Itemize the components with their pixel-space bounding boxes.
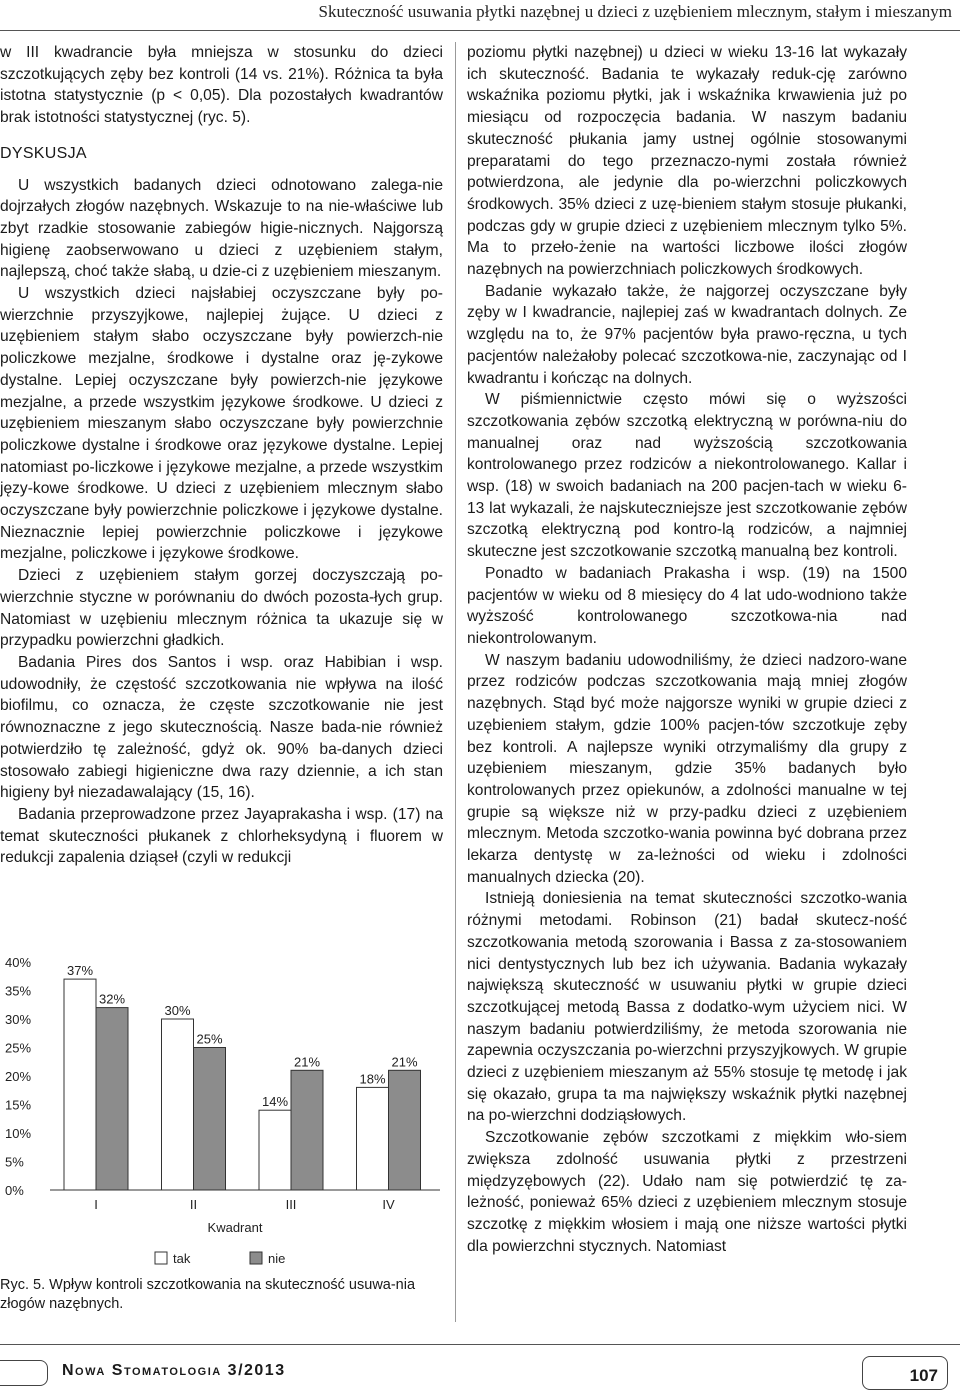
- right-paragraph-3: W piśmiennictwie często mówi się o wyższości szczotkowania zębów szczotką elektryczną w porówna-niu do manualnej oraz nad wyższością szczotkowania kontrolowanego przez rodziców a niekontrolowanego. Kallar i wsp. (18) w swoich badaniach na 200 pacjen-tach w wieku 6-13 lat wykazali, że najskuteczniejsze jest szczotkowanie zębów szczotką elektryczną pod kontro-lą rodziców, a najmniej skuteczne jest szczotkowanie szczotką manualną bez kontroli.: [467, 391, 907, 561]
- bar-tak-III: [259, 1110, 291, 1190]
- bar-chart: [0, 946, 443, 1266]
- right-paragraph-7: Szczotkowanie zębów szczotkami z miękkim wło-siem zwiększa zdolność usuwania płytki z przestrzeni międzyzębowych (22). Udało nam się potwierdzić tę za-leżność, ponieważ 65% dzieci z uzębieniem mlecznym stosuje szczotkę z miękkim włosiem i mają one niższe wartości płytki dla powierzchni stycznych. Natomiast: [467, 1129, 907, 1255]
- y-tick-label: 25%: [5, 1040, 32, 1056]
- data-label: 18%: [359, 1071, 386, 1087]
- x-axis-label: Kwadrant: [207, 1220, 263, 1235]
- y-tick-label: 40%: [5, 955, 32, 970]
- x-tick-label: II: [189, 1197, 198, 1212]
- figure-caption: Ryc. 5. Wpływ kontroli szczotkowania na skuteczność usuwa-nia złogów nazębnych.: [0, 1277, 416, 1312]
- right-paragraph-2: Badanie wykazało także, że najgorzej oczyszczane były zęby w I kwadrancie, najlepiej zaś w kwadrantach dolnych. Ze względu na to, że 97% pacjentów była prawo-ręczna, u tych pacjentów należałoby polecać szczotkowa-nie, zaczynając od I kwadrantu i kończąc na dolnych.: [467, 282, 907, 387]
- left-paragraph-3: U wszystkich dzieci najsłabiej oczyszczane były po-wierzchnie przyszyjkowe, najlepiej żujące. U dzieci z uzębieniem stałym słabo oczyszczane były powierzch-nie policzkowe mezjalne, środkowe i dystalne oraz ję-zykowe dystalne. Lepiej oczyszczane były powierzch-nie językowe mezjalne, a przede wszystkim językowe środkowe. U dzieci z uzębieniem mieszanym słabo oczyszczane były powierzchnie policzkowe dystalne i środkowe oraz językowe dystalne. Lepiej natomiast po-liczkowe i językowe mezjalne, a przede wszystkim języ-kowe środkowe. U dzieci z uzębieniem mlecznym słabo oczyszczane były powierzchnie policzkowe i językowe dystalne. Nieznacznie lepiej powierzchnie policzkowe i językowe mezjalne, policzkowe i językowe środkowe.: [0, 285, 443, 563]
- left-paragraph-6: Badania przeprowadzone przez Jayaprakasha i wsp. (17) na temat skuteczności płukanek z chlorheksydyną i fluorem w redukcji zapalenia dziąseł (czyli w redukcji: [0, 805, 443, 867]
- bar-tak-II: [162, 1019, 194, 1190]
- figure-5: [0, 946, 443, 1266]
- header-rule: [0, 30, 960, 31]
- left-paragraph-5: Badania Pires dos Santos i wsp. oraz Habibian i wsp. udowodniły, że częstość szczotkowania nie wpływa na ilość biofilmu, co oznacza, że częste szczotkowanie nie jest równoznaczne z jego skutecznością. Nasze bada-nie również potwierdziło tę zależność, gdyż ok. 90% ba-danych dzieci stosowało zabiegi higieniczne dwa razy dziennie, a ich stan higieny był niezadawalający (15, 16).: [0, 653, 443, 802]
- page-number: 107: [909, 1366, 938, 1385]
- left-column: [0, 42, 443, 869]
- data-label: 21%: [293, 1054, 321, 1070]
- bar-nie-III: [291, 1070, 323, 1190]
- legend-label: tak: [173, 1251, 191, 1266]
- left-paragraph-1: w III kwadrancie była mniejsza w stosunku do dzieci szczotkujących zęby bez kontroli (14 vs. 21%). Różnica ta była istotna statystycznie (p < 0,05). Dla pozostałych kwadrantów brak istotności statystycznej (ryc. 5).: [0, 44, 443, 127]
- left-paragraph-4: Dzieci z uzębieniem stałym gorzej doczyszczają po-wierzchnie styczne w porównaniu do dwóch pozosta-łych grup. Natomiast w uzębieniu mlecznym różnica ta ukazuje się w przypadku powierzchni gładkich.: [0, 567, 443, 650]
- x-tick-label: III: [285, 1197, 297, 1212]
- section-heading: DYSKUSJA: [0, 144, 87, 162]
- bar-nie-II: [194, 1048, 226, 1191]
- data-label: 25%: [196, 1031, 223, 1047]
- right-paragraph-6: Istnieją doniesienia na temat skuteczności szczotko-wania różnymi metodami. Robinson (21) badał skutecz-ność szczotkowania metodą szorowania i Bassa z za-stosowaniem nici dentystycznych lub bez ich używania. Badania wykazały największą skuteczność w usuwaniu płytki w grupie dzieci szczotkującej metodą Bassa z dodatko-wym użyciem nici. W naszym badaniu potwierdziliśmy, że metoda szorowania nie zapewnia oczyszczania po-wierzchni przyszyjkowych. W grupie dzieci z uzębieniem mieszanym aż 55% stosuje tę metodę i jak się okazało, grupa ta ma największy wskaźnik płytki nazębnej na po-wierzchni dodziąsłowych.: [467, 890, 907, 1125]
- right-paragraph-4: Ponadto w badaniach Prakasha i wsp. (19) na 1500 pacjentów w wieku od 8 miesięcy do 4 lat udo-wodniono także wyższość kontrolowanego szczotkowa-nia nad niekontrolowanym.: [467, 564, 907, 647]
- left-paragraph-2: U wszystkich badanych dzieci odnotowano zalega-nie dojrzałych złogów nazębnych. Wskazuje to na nie-właściwe lub zbyt rzadkie stosowanie zabiegów higie-nicznych. Najgorszą higienę zaobserwowano u dzieci z uzębieniem stałym, najlepszą, choć także słabą, u dzie-ci z uzębieniem mieszanym.: [0, 176, 443, 281]
- y-tick-label: 15%: [5, 1097, 32, 1113]
- bar-tak-I: [64, 979, 96, 1190]
- right-paragraph-1: poziomu płytki nazębnej) u dzieci w wieku 13-16 lat wykazały ich skuteczność. Badania te wykazały reduk-cję zarówno wskaźnika poziomu płytki, jak i wskaźnika krwawienia już po miesiącu od rozpoczęcia badania. W naszym badaniu skuteczność płukania jamy ustnej ogólnie stosowanymi preparatami do tego przeznaczo-nymi została również potwierdzona, ale jedynie dla po-wierzchni policzkowych środkowych. 35% dzieci z uzę-bieniem stałym stosuje płukanki, podczas gdy w grupie dzieci z uzębieniem mlecznym tylko 5%. Ma to przeło-żenie na wartości liczbowe ilości złogów nazębnych na powierzchniach policzkowych środkowych.: [467, 44, 907, 279]
- bar-nie-IV: [389, 1070, 421, 1190]
- right-column: [467, 42, 907, 1257]
- running-title: Skuteczność usuwania płytki nazębnej u dzieci z uzębieniem mlecznym, stałym i mieszanym: [318, 2, 952, 21]
- data-label: 21%: [391, 1054, 418, 1070]
- data-label: 32%: [98, 991, 126, 1007]
- y-tick-label: 20%: [5, 1069, 32, 1084]
- right-paragraph-5: W naszym badaniu udowodniliśmy, że dzieci nadzoro-wane przez rodziców podczas szczotkowania mają mniej złogów nazębnych. Stąd być może najgorsze wyniki w grupie dzieci z uzębieniem stałym, gdzie 100% pacjen-tów szczotkuje zęby bez kontroli. A najlepsze wyniki otrzymaliśmy dla grupy z uzębieniem mieszanym, gdzie 35% badanych było kontrolowanych przez opiekunów, a zdolności manualne w tej grupie są większe niż w przy-padku dzieci z uzębieniem mlecznym. Metoda szczotko-wania powinna być dobrana przez lekarza dentystę w za-leżności od wieku i zdolności manualnych dziecka (20).: [467, 651, 907, 886]
- footer-rule: [0, 1344, 960, 1345]
- y-tick-label: 10%: [5, 1126, 32, 1141]
- column-divider: [455, 42, 456, 1322]
- y-tick-label: 35%: [5, 983, 32, 999]
- legend-swatch-tak: [155, 1252, 167, 1264]
- data-label: 14%: [261, 1094, 289, 1110]
- x-tick-label: IV: [382, 1197, 395, 1212]
- journal-name: Nowa Stomatologia 3/2013: [62, 1362, 286, 1379]
- footer-corner-box: [0, 1360, 48, 1386]
- bar-nie-I: [96, 1008, 128, 1190]
- data-label: 37%: [66, 963, 94, 979]
- y-tick-label: 0%: [5, 1183, 24, 1198]
- y-tick-label: 30%: [5, 1012, 32, 1027]
- legend-label: nie: [268, 1251, 286, 1266]
- bar-tak-IV: [357, 1087, 389, 1190]
- data-label: 30%: [164, 1003, 191, 1018]
- y-tick-label: 5%: [5, 1154, 24, 1170]
- x-tick-label: I: [94, 1197, 98, 1212]
- legend-swatch-nie: [250, 1252, 262, 1264]
